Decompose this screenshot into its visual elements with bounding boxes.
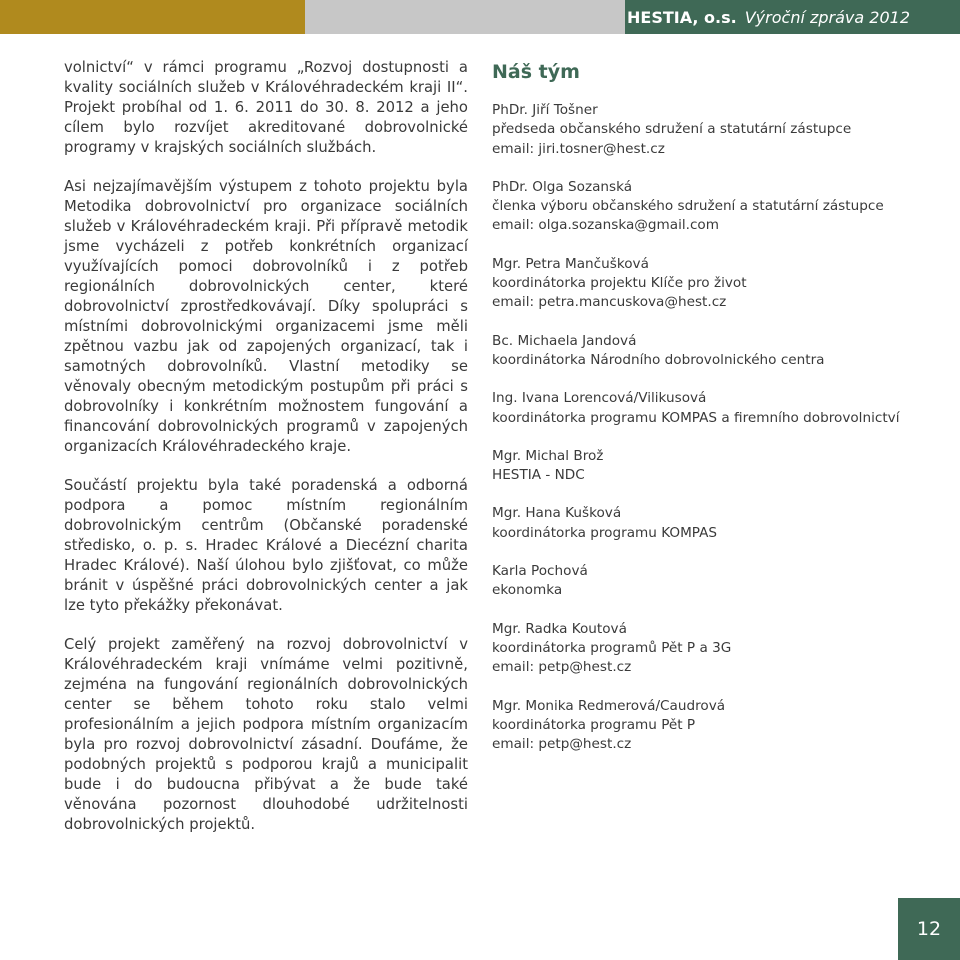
member-role: předseda občanského sdružení a statutární zástupce [492,121,852,138]
member-role: koordinátorka programů Pět P a 3G [492,639,732,656]
member-name: Mgr. Radka Koutová [492,620,627,637]
paragraph-3: Součástí projektu byla také poradenská a odborná podpora a pomoc místním regionálním dobrovolnickým centrům (Občanské poradenské středisko, o. p. s. Hradec Králové a Diecézní charita Hradec Králové). Naší úlohou bylo zjišťovat, co může bránit v úspěšné práci dobrovolnických center a jak lze tyto překážky překonávat. [64,477,468,614]
member-email: email: olga.sozanska@gmail.com [492,217,719,234]
member-name: Ing. Ivana Lorencová/Vilikusová [492,390,707,407]
member-role: koordinátorka programu KOMPAS [492,524,718,541]
team-member [492,255,932,313]
member-name: Mgr. Petra Mančušková [492,255,649,272]
page-number-box [898,898,960,960]
member-name: Mgr. Michal Brož [492,447,604,464]
member-email: email: petp@hest.cz [492,736,632,753]
member-name: Bc. Michaela Jandová [492,332,637,349]
member-email: email: petp@hest.cz [492,659,632,676]
member-role: koordinátorka projektu Klíče pro život [492,275,747,292]
paragraph-1: volnictví“ v rámci programu „Rozvoj dostupnosti a kvality sociálních služeb v Královéhradeckém kraji II“. Projekt probíhal od 1. 6. 2011 do 30. 8. 2012 a jeho cílem bylo rozvíjet akreditované dobrovolnické programy v krajských sociálních službách. [64,59,468,156]
team-member [492,101,932,159]
member-role: HESTIA - NDC [492,467,585,484]
member-email: email: petra.mancuskova@hest.cz [492,294,727,311]
header-bar [0,0,960,34]
header-org: HESTIA, o.s. [627,7,737,27]
member-role: koordinátorka programu Pět P [492,716,696,733]
team-member [492,504,932,543]
member-role: členka výboru občanského sdružení a statutární zástupce [492,198,884,215]
member-role: koordinátorka programu KOMPAS a firemního dobrovolnictví [492,409,900,426]
team-member [492,178,932,236]
body-text-column [64,58,468,835]
member-name: Karla Pochová [492,563,588,580]
member-name: Mgr. Hana Kušková [492,505,622,522]
page-number: 12 [916,918,942,940]
team-column [492,60,932,773]
header-title-area [625,0,960,34]
team-member [492,620,932,678]
paragraph-4: Celý projekt zaměřený na rozvoj dobrovolnictví v Královéhradeckém kraji vnímáme velmi pozitivně, zejména na fungování regionálních dobrovolnických center se během tohoto roku stalo velmi profesionálním a jejich podpora místním organizacím byla pro rozvoj dobrovolnictví zásadní. Doufáme, že podobných projektů s podporou krajů a municipalit bude i do budoucna přibývat a že bude také věnována pozornost dlouhodobé udržitelnosti dobrovolnických projektů. [64,636,468,833]
member-name: PhDr. Jiří Tošner [492,102,598,118]
team-member [492,562,932,601]
member-role: koordinátorka Národního dobrovolnického centra [492,351,825,368]
member-name: PhDr. Olga Sozanská [492,178,633,195]
member-name: Mgr. Monika Redmerová/Caudrová [492,697,726,714]
header-gray-stripe [305,0,625,34]
paragraph-2: Asi nejzajímavějším výstupem z tohoto projektu byla Metodika dobrovolnictví pro organizace sociálních služeb v Královéhradeckém kraji. Při přípravě metodik jsme vycházeli z potřeb konkrétních organizací využívajících pomoci dobrovolníků i z potřeb regionálních dobrovolnických center, které dobrovolnictví zprostředkovávají. Díky spolupráci s místními dobrovolnickými organizacemi jsme měli zpětnou vazbu jak od zapojených organizací, tak i samotných dobrovolníků. Vlastní metodiky se věnovaly obecným metodickým postupům při práci s dobrovolníky i konkrétním možnostem fungování a financování dobrovolnických programů v zapojených organizacích Královéhradeckého kraje. [64,178,468,455]
team-member [492,447,932,486]
member-email: email: jiri.tosner@hest.cz [492,140,665,157]
team-member [492,697,932,755]
team-member [492,332,932,371]
team-member [492,389,932,428]
member-role: ekonomka [492,582,563,599]
team-title: Náš tým [492,61,580,83]
header-gold-stripe [0,0,305,34]
header-report-title: Výroční zpráva 2012 [744,7,910,27]
